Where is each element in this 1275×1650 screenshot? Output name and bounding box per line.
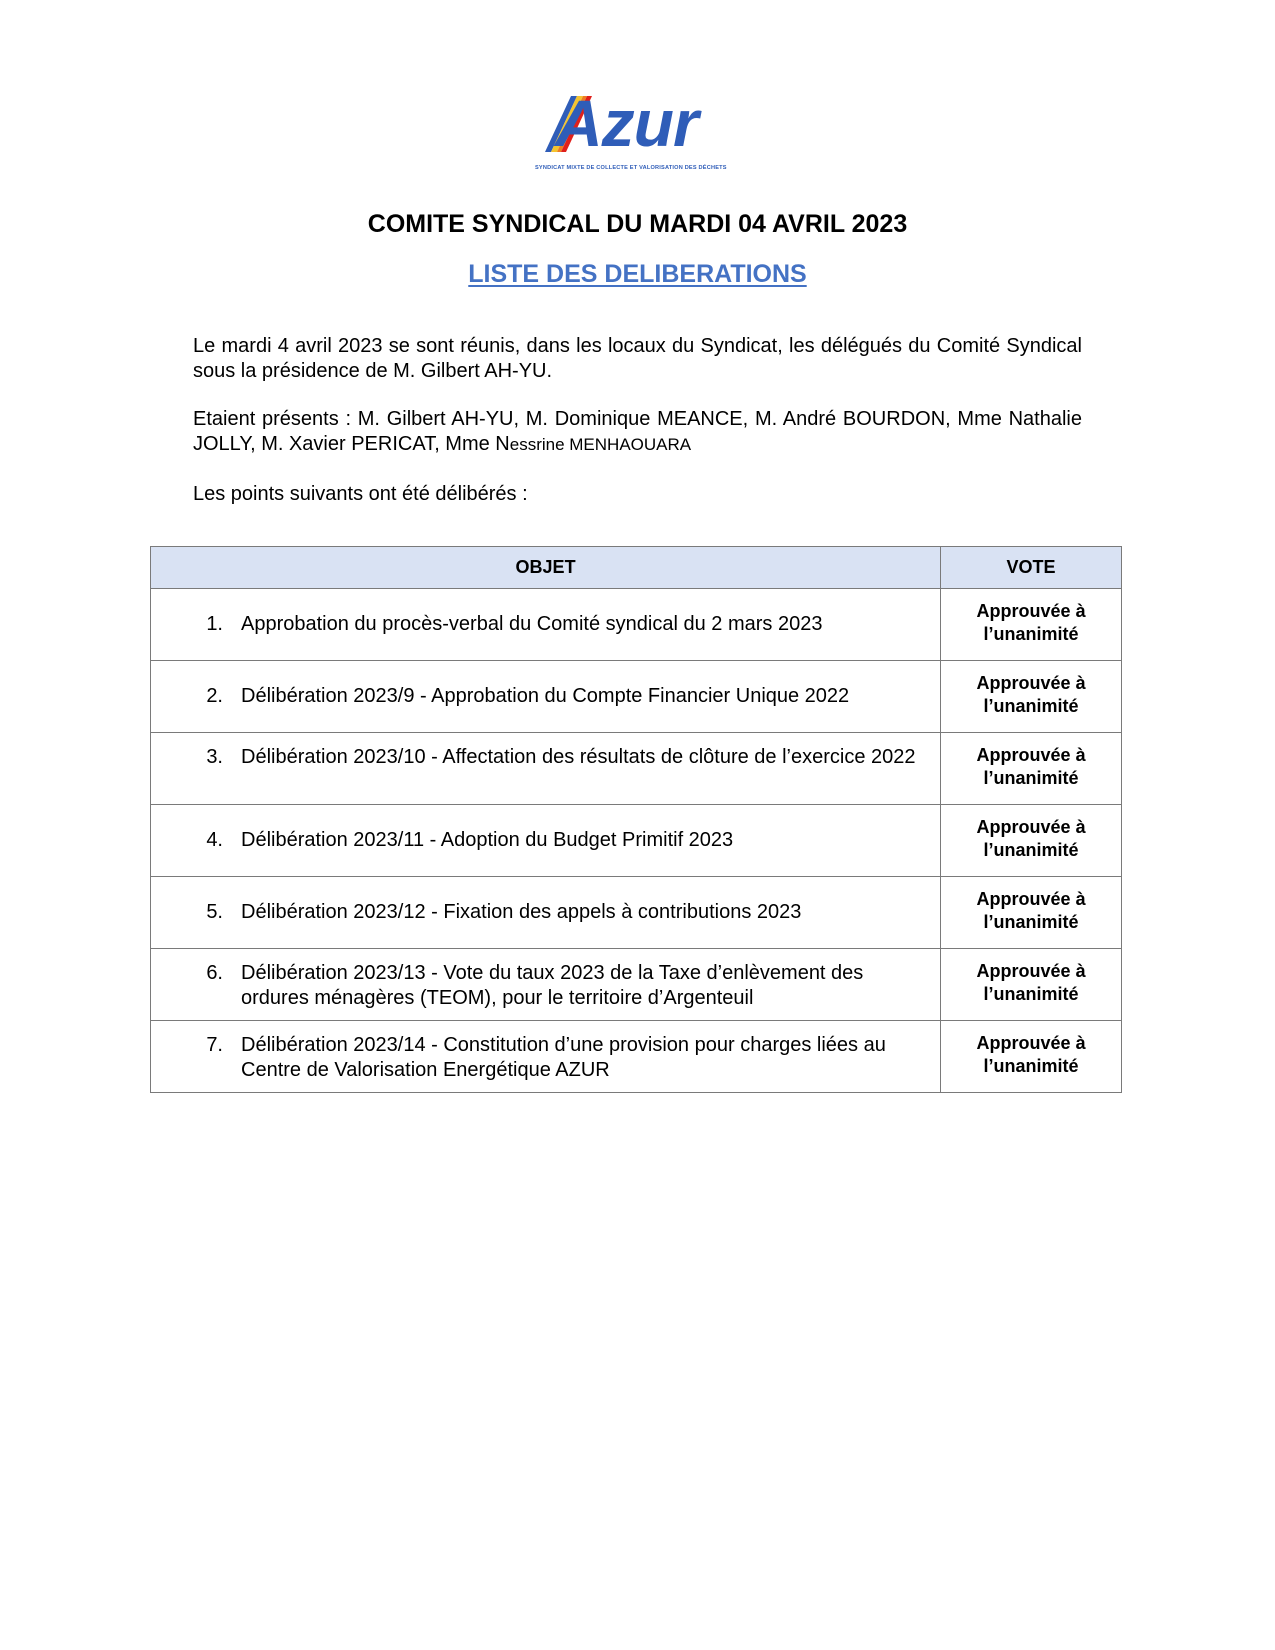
table-row — [151, 1021, 1122, 1093]
page-title: COMITE SYNDICAL DU MARDI 04 AVRIL 2023 — [367, 210, 908, 238]
item-objet: Délibération 2023/14 - Constitution d’une provision pour charges liées au Centre de Valorisation Energétique AZUR — [241, 1034, 886, 1081]
item-number: 7. — [206, 1034, 223, 1056]
item-number: 5. — [206, 901, 223, 923]
deliberations-intro: Les points suivants ont été délibérés : — [193, 483, 528, 505]
item-vote: Approuvée à l’unanimité — [941, 589, 1122, 661]
table-row — [151, 805, 1122, 877]
item-vote: Approuvée à l’unanimité — [941, 877, 1122, 949]
table-row — [151, 877, 1122, 949]
attendees-paragraph: Etaient présents : M. Gilbert AH-YU, M. Dominique MEANCE, M. André BOURDON, Mme Nathalie JOLLY, M. Xavier PERICAT, Mme Nessrine MENHAOUARA — [193, 408, 1082, 455]
deliberations-table — [150, 546, 1122, 1093]
item-vote: Approuvée à l’unanimité — [941, 949, 1122, 1021]
table-row — [151, 733, 1122, 805]
column-header-objet: OBJET — [151, 547, 941, 589]
item-number: 4. — [206, 829, 223, 851]
item-number: 1. — [206, 613, 223, 635]
item-objet: Délibération 2023/12 - Fixation des appels à contributions 2023 — [241, 901, 802, 923]
item-objet: Délibération 2023/13 - Vote du taux 2023 de la Taxe d’enlèvement des ordures ménagères (TEOM), pour le territoire d’Argenteuil — [241, 962, 864, 1009]
item-number: 2. — [206, 685, 223, 707]
intro-paragraph: Le mardi 4 avril 2023 se sont réunis, dans les locaux du Syndicat, les délégués du Comité Syndical sous la présidence de M. Gilbert AH-YU. — [193, 335, 1082, 382]
azur-logo — [533, 86, 743, 178]
item-vote: Approuvée à l’unanimité — [941, 733, 1122, 805]
table-row — [151, 949, 1122, 1021]
item-objet: Délibération 2023/10 - Affectation des résultats de clôture de l’exercice 2022 — [241, 746, 916, 768]
table-row — [151, 661, 1122, 733]
page-subtitle: LISTE DES DELIBERATIONS — [468, 260, 807, 288]
item-objet: Délibération 2023/11 - Adoption du Budget Primitif 2023 — [241, 829, 734, 851]
item-vote: Approuvée à l’unanimité — [941, 805, 1122, 877]
item-objet: Délibération 2023/9 - Approbation du Compte Financier Unique 2022 — [241, 685, 850, 707]
table-row — [151, 589, 1122, 661]
item-number: 6. — [206, 962, 223, 984]
item-vote: Approuvée à l’unanimité — [941, 1021, 1122, 1093]
item-vote: Approuvée à l’unanimité — [941, 661, 1122, 733]
logo-tagline: SYNDICAT MIXTE DE COLLECTE ET VALORISATION DES DÉCHETS — [535, 165, 727, 171]
table-header-row — [151, 547, 1122, 589]
item-number: 3. — [206, 746, 223, 768]
column-header-vote: VOTE — [941, 547, 1122, 589]
logo-wordmark: Azur — [555, 86, 698, 160]
item-objet: Approbation du procès-verbal du Comité syndical du 2 mars 2023 — [241, 613, 823, 635]
